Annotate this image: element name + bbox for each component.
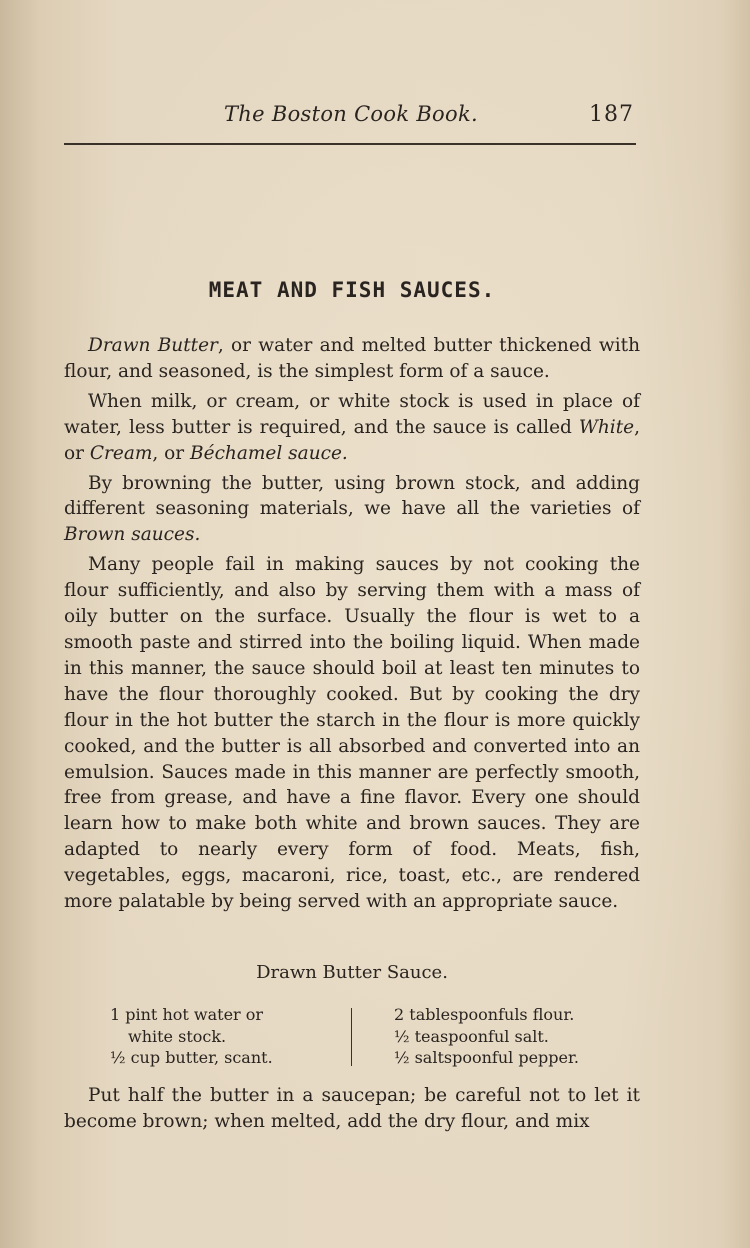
paragraph-text: By browning the butter, using brown stock, and adding different seasoning materials, we have all the varieties of [64, 472, 640, 520]
instructions-paragraph: Put half the butter in a saucepan; be careful not to let it become brown; when melted, add the dry flour, and mix [64, 1085, 640, 1132]
term-white: White [578, 416, 635, 438]
ingredients-divider [351, 1008, 352, 1066]
ingredients-right-column [394, 1004, 634, 1069]
paragraph-text: When milk, or cream, or white stock is used in place of water, less butter is required, and the sauce is called [64, 390, 640, 438]
ingredient-line: 2 tablespoonfuls flour. [394, 1005, 575, 1024]
ingredients-left-column [110, 1004, 340, 1069]
ingredient-line: ½ cup butter, scant. [110, 1048, 273, 1067]
recipe-title: Drawn Butter Sauce. [256, 962, 448, 983]
section-title: MEAT AND FISH SAUCES. [208, 278, 496, 302]
ingredient-line: ½ teaspoonful salt. [394, 1026, 549, 1046]
separator-text: , or [152, 442, 191, 464]
paragraph-white-sauce [64, 389, 640, 467]
separator-text: , or [64, 416, 640, 464]
header-rule [64, 143, 636, 145]
paragraph-brown-sauces [64, 471, 640, 549]
term-brown-sauces: Brown sauces. [64, 524, 201, 546]
paragraph-sauce-method: Many people fail in making sauces by not cooking the flour sufficiently, and also by serving them with a mass of oily butter on the surface. Usually the flour is wet to a smooth paste and stirred into the boiling liquid. When made in this manner, the sauce should boil at least ten minutes to have the flour thoroughly cooked. But by cooking the dry flour in the hot butter the starch in the flour is more quickly cooked, and the butter is all absorbed and converted into an emulsion. Sauces made in this manner are perfectly smooth, free from grease, and have a fine flavor. Every one should learn how to make both white and brown sauces. They are adapted to nearly every form of food. Meats, fish, vegetables, eggs, macaroni, rice, toast, etc., are rendered more palatable by being served with an appropriate sauce. [64, 554, 640, 913]
running-title: The Boston Cook Book. [224, 102, 478, 126]
ingredient-line: ½ saltspoonful pepper. [394, 1048, 579, 1067]
term-drawn-butter: Drawn Butter [88, 335, 218, 356]
term-cream: Cream [89, 442, 153, 464]
paragraph-drawn-butter [64, 333, 640, 385]
running-head [64, 98, 636, 138]
ingredients-table [64, 1004, 640, 1068]
paragraph-text: , or water and melted butter thickened with flour, and seasoned, is the simplest form of a sauce. [64, 335, 640, 382]
body-text [64, 333, 640, 919]
ingredient-line: white stock. [128, 1026, 227, 1046]
recipe-instructions [64, 1083, 640, 1135]
page-number: 187 [589, 102, 634, 127]
ingredient-line: 1 pint hot water or [110, 1005, 264, 1024]
term-bechamel: Béchamel sauce. [190, 442, 348, 464]
